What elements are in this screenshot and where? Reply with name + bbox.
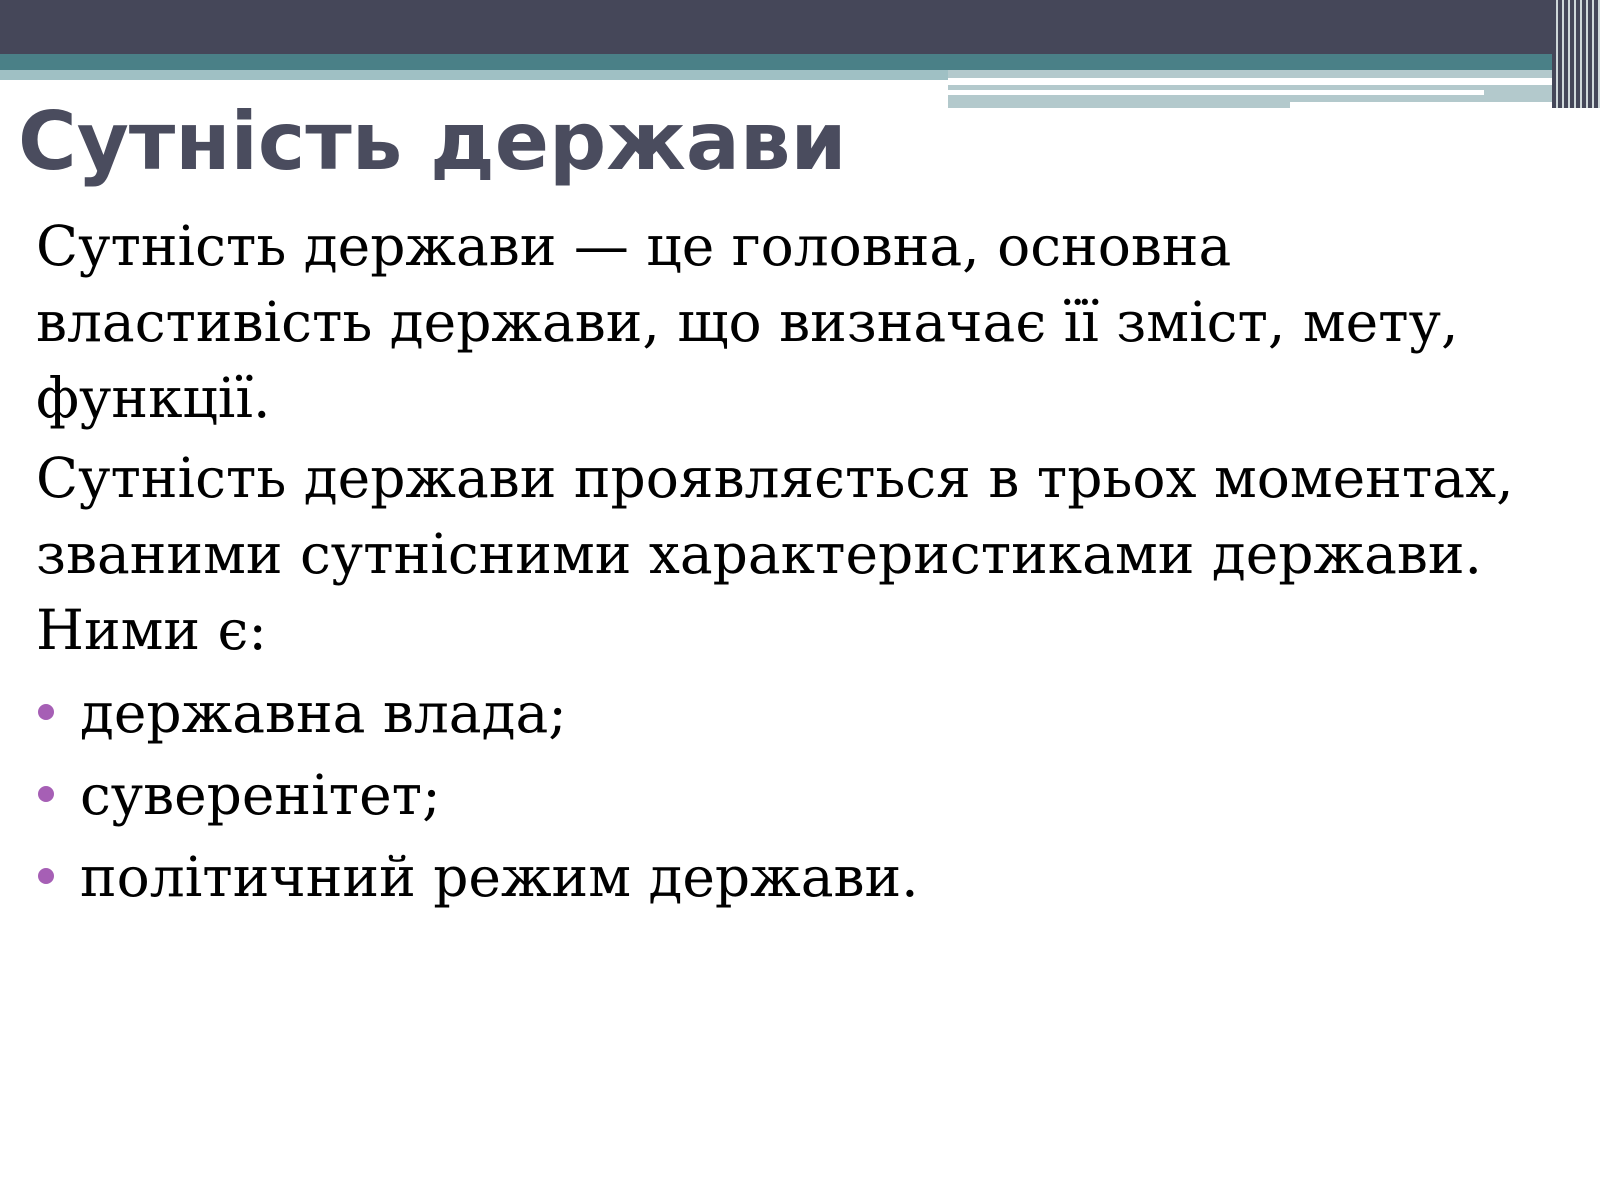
list-item — [36, 754, 1576, 836]
bullet-dot-icon — [38, 704, 54, 720]
paragraph-definition: Сутність держави — це головна, основна властивість держави, що визначає її зміст, мету, функції. — [36, 214, 1459, 430]
list-item-text: політичний режим держави. — [80, 845, 919, 909]
characteristics-list — [36, 672, 1576, 918]
list-item-text: державна влада; — [80, 681, 567, 745]
header-band-dark — [0, 0, 1600, 54]
slide-body — [36, 208, 1576, 918]
list-item — [36, 672, 1576, 754]
list-item — [36, 836, 1576, 918]
slide-title: Сутність держави — [18, 95, 847, 188]
header-band-teal — [0, 54, 1600, 70]
paragraph-characteristics: Сутність держави проявляється в трьох моментах, званими сутнісними характеристиками держави. Ними є: — [36, 446, 1514, 662]
header-band-light — [0, 70, 948, 80]
bullet-dot-icon — [38, 868, 54, 884]
header-band-line — [948, 90, 1484, 95]
header-stripes — [1552, 0, 1600, 108]
bullet-dot-icon — [38, 786, 54, 802]
header-band-line — [948, 78, 1600, 85]
list-item-text: суверенітет; — [80, 763, 441, 827]
